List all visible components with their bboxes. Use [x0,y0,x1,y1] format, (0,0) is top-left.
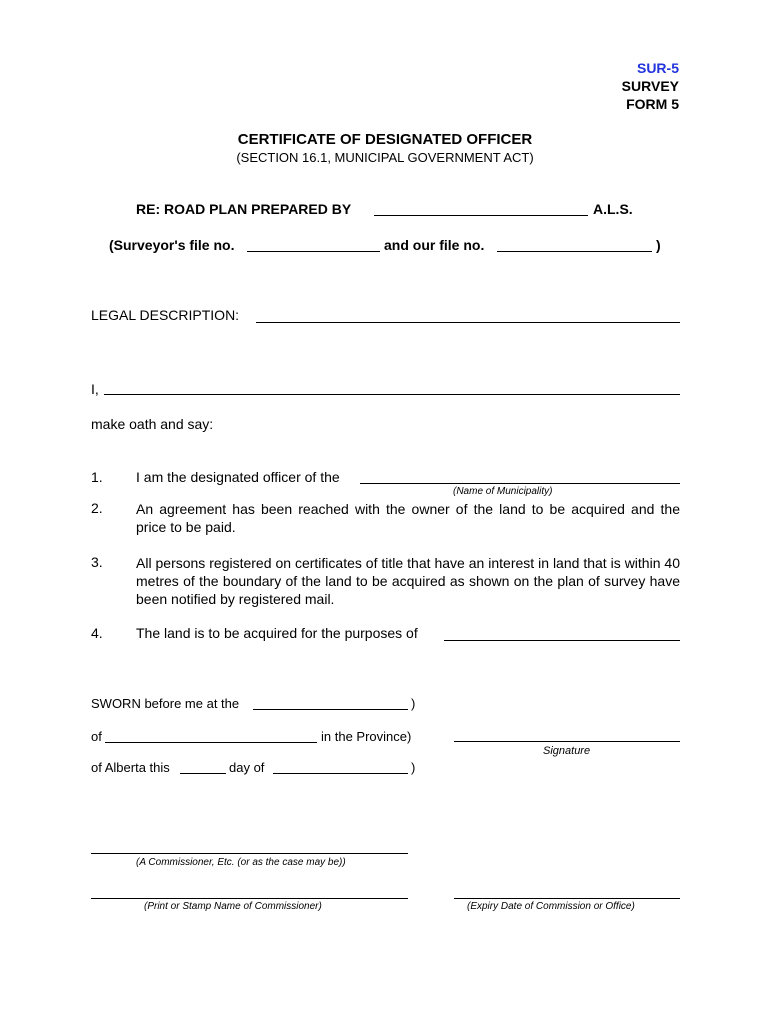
item-number: 2. [91,500,103,516]
item-number: 1. [91,469,103,485]
item-text: The land is to be acquired for the purposes of [136,625,418,641]
commissioner-caption: (A Commissioner, Etc. (or as the case may be)) [136,857,346,868]
municipality-field[interactable] [360,483,680,484]
municipality-caption: (Name of Municipality) [453,486,553,497]
deponent-label: I, [91,381,99,397]
form-number: FORM 5 [626,96,679,112]
item-number: 3. [91,554,103,570]
purposes-field[interactable] [444,640,680,641]
province-label: in the Province) [321,729,412,744]
sworn-label: SWORN before me at the [91,696,240,711]
item-text: An agreement has been reached with the owner of the land to be acquired and the price to be paid. [136,501,680,535]
sworn-location-field[interactable] [105,742,317,743]
legal-description-field[interactable] [256,322,680,323]
alberta-label: of Alberta this [91,760,170,775]
signature-caption: Signature [543,745,591,757]
sworn-of-label: of [91,729,102,744]
sworn-paren: ) [411,696,416,711]
sworn-place-field[interactable] [253,709,408,710]
expiry-caption: (Expiry Date of Commission or Office) [467,901,635,912]
our-file-field[interactable] [497,251,652,252]
item-number: 4. [91,625,103,641]
file-close-paren: ) [656,237,661,253]
day-of-label: day of [229,760,265,775]
als-label: A.L.S. [593,201,633,217]
deponent-name-field[interactable] [104,394,680,395]
print-name-caption: (Print or Stamp Name of Commissioner) [144,901,322,912]
re-label: RE: ROAD PLAN PREPARED BY [136,201,352,217]
day-field[interactable] [180,773,226,774]
our-file-label: and our file no. [384,237,485,253]
surveyor-file-field[interactable] [247,251,380,252]
page-subtitle: (SECTION 16.1, MUNICIPAL GOVERNMENT ACT) [236,150,534,165]
item-text: All persons registered on certificates of title that have an interest in land that is within 40 metres of the boundary of the land to be acquired as shown on the plan of survey have been notified by registered mail. [136,555,680,607]
expiry-date-field[interactable] [454,898,680,899]
form-name: SURVEY [621,78,679,94]
item-text: I am the designated officer of the [136,469,340,485]
form-code: SUR-5 [636,60,679,76]
oath-text: make oath and say: [91,416,214,432]
legal-description-label: LEGAL DESCRIPTION: [91,307,240,323]
month-field[interactable] [273,773,408,774]
page-title: CERTIFICATE OF DESIGNATED OFFICER [237,131,533,148]
date-paren: ) [411,760,416,775]
surveyor-name-field[interactable] [374,215,588,216]
commissioner-name-field[interactable] [91,898,408,899]
surveyor-file-label: (Surveyor's file no. [109,237,235,253]
commissioner-signature-field[interactable] [91,853,408,854]
signature-field[interactable] [454,741,680,742]
